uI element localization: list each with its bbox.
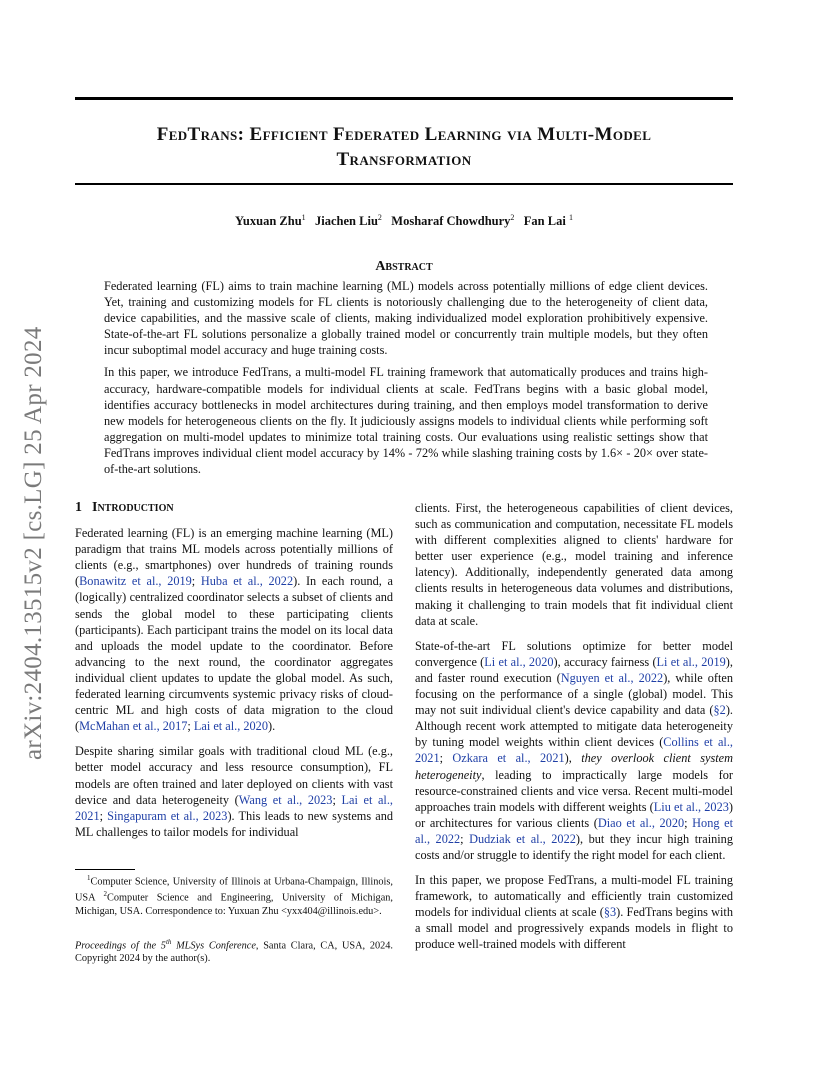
author-name: Jiachen Liu <box>315 214 378 229</box>
text: Despite sharing similar goals with traditional cloud ML (e.g., better model accuracy and less resource consumption), FL models are often trained and later deployed on clients with vast device and data heterogeneity ( <box>75 744 393 807</box>
citation-link[interactable]: Liu et al., 2023 <box>653 799 729 814</box>
text: Computer Science, University of Illinois at Urbana-Champaign, Illinois, USA <box>75 876 393 904</box>
text: MLSys Conference <box>171 940 256 952</box>
text: ) or architectures for various clients ( <box>415 799 733 830</box>
text: ). In each round, a (logically) centralized coordinator selects a subset of clients and sends the global model to these participating clients (participants). Each participant trains the model on its local data and uploads the model update to the coordinator. Before advancing to the next round, the coordinator aggregates individual client updates to update the global model. As such, federated learning circumvents systemic privacy risks of cloud-centric ML and high costs of data migration to the cloud ( <box>75 574 393 734</box>
paragraph: clients. First, the heterogeneous capabilities of client devices, such as communication and computation, necessitate FL models with different complexities aligned to clients' hardware for better user experience (e.g., model training and inference latency). Additionally, independently generated data among clients results in heterogeneous data volumes and distributions, making it challenging to train models that fit individual client data at scale. <box>415 501 733 628</box>
text: ), but they incur high training costs and/or struggle to identify the right model for each client. <box>415 831 733 862</box>
text: ), accuracy fairness ( <box>553 654 657 669</box>
footnote-rule <box>75 869 135 870</box>
text: ; <box>99 808 108 823</box>
citation-link[interactable]: Hong et al., 2022 <box>415 815 733 846</box>
text: th <box>165 938 172 946</box>
title-line-1: FedTrans: Efficient Federated Learning via Multi-Model <box>156 124 652 145</box>
citation-link[interactable]: Huba et al., 2022 <box>200 574 294 589</box>
text: ; <box>439 751 453 766</box>
section-heading <box>75 500 393 516</box>
paragraph <box>415 872 733 952</box>
paper-title <box>75 122 733 172</box>
text: ; <box>332 792 342 807</box>
section-ref-link[interactable]: §3 <box>603 905 617 920</box>
text: ). This leads to new systems and ML challenges to tailor models for individual <box>75 808 393 839</box>
section-title: Introduction <box>92 500 174 515</box>
text: ). <box>267 719 276 734</box>
abstract-heading: Abstract <box>375 259 433 274</box>
footnote-mark: 2 <box>103 890 108 899</box>
citation-link[interactable]: Diao et al., 2020 <box>597 815 685 830</box>
citation-link[interactable]: Lai et al., 2020 <box>193 719 268 734</box>
author-name: Mosharaf Chowdhury <box>391 214 511 229</box>
author-affiliation: 2 <box>377 213 382 222</box>
text: ; <box>187 719 194 734</box>
author-list <box>75 213 733 229</box>
abstract-paragraph: In this paper, we introduce FedTrans, a multi-model FL training framework that automatically produces and trains high-accuracy, hardware-compatible models for individual clients at scale. FedTrans begins with a basic global model, identifies accuracy bottlenecks in model architectures during training, and then employs model transformation to derive new models for heterogeneous clients on the fly. It judiciously assigns models to individual clients while performing soft aggregation on multi-model updates to minimize total training costs. Our evaluations using realistic settings show that FedTrans improves individual client model accuracy by 14% - 72% while slashing training costs by 1.6× - 20× over state-of-the-art solutions. <box>104 365 708 477</box>
citation-link[interactable]: McMahan et al., 2017 <box>79 719 188 734</box>
abstract-paragraph: Federated learning (FL) aims to train machine learning (ML) models across potentially millions of edge client devices. Yet, training and customizing models for FL clients is notoriously challenging due to the heterogeneity of client data, device capabilities, and the massive scale of clients, making individualized model exploration prohibitively expensive. State-of-the-art FL solutions personalize a globally trained model or concurrently train multiple models, but they often incur suboptimal model accuracy and huge training costs. <box>104 279 708 358</box>
emphasis: they overlook client system heterogeneity <box>415 751 734 782</box>
footnote-mark: 1 <box>87 874 91 882</box>
arxiv-stamp: arXiv:2404.13515v2 [cs.LG] 25 Apr 2024 <box>20 326 47 760</box>
text: In this paper, we propose FedTrans, a multi-model FL training framework, to automatically and efficiently train customized models for individual clients at scale ( <box>415 873 733 920</box>
paragraph <box>415 638 733 863</box>
text: ; <box>684 815 693 830</box>
text: ). FedTrans begins with a small model and progressively expands models in flight to produce well-trained models with different <box>415 905 733 952</box>
author-affiliation: 1 <box>301 213 306 222</box>
text: , Santa Clara, CA, USA, 2024. Copyright 2024 by the author(s). <box>75 940 393 965</box>
citation-link[interactable]: Collins et al., 2021 <box>415 735 733 766</box>
author-affiliation: 1 <box>568 213 573 222</box>
text: ; <box>191 574 201 589</box>
text: ), and faster round execution ( <box>415 654 733 685</box>
right-column <box>415 500 733 962</box>
paragraph <box>75 743 393 840</box>
section-ref-link[interactable]: §2 <box>713 703 726 718</box>
proceedings-note <box>75 936 393 965</box>
citation-link[interactable]: Li et al., 2020 <box>484 654 554 669</box>
citation-link[interactable]: Lai et al., 2021 <box>75 792 393 823</box>
paragraph <box>75 525 393 734</box>
text: ; <box>460 831 470 846</box>
citation-link[interactable]: Li et al., 2019 <box>656 654 726 669</box>
title-line-2: Transformation <box>336 149 472 170</box>
author-affiliation: 2 <box>510 213 515 222</box>
text: , leading to impractically large models for resource-constrained clients and vice versa. Recent multi-model approaches train models with different weights ( <box>415 767 733 814</box>
citation-link[interactable]: Nguyen et al., 2022 <box>560 670 664 685</box>
text: ). Although recent work attempted to mitigate data heterogeneity by tuning model weights within client devices ( <box>415 703 733 750</box>
author-name: Yuxuan Zhu <box>235 214 302 229</box>
citation-link[interactable]: Bonawitz et al., 2019 <box>79 574 192 589</box>
section-number: 1 <box>75 500 82 515</box>
text: ), while often focusing on the performance of a single (global) model. This may not suit individual client's device capability and data ( <box>415 670 733 718</box>
citation-link[interactable]: Dudziak et al., 2022 <box>469 831 576 846</box>
citation-link[interactable]: Wang et al., 2023 <box>238 792 333 807</box>
author-name: Fan Lai <box>523 214 566 229</box>
text: ), <box>564 751 582 766</box>
left-column <box>75 500 393 849</box>
top-rule <box>75 97 733 100</box>
footnote-affiliations <box>75 872 393 918</box>
text: Proceedings of the 5 <box>75 940 166 952</box>
text: Federated learning (FL) is an emerging machine learning (ML) paradigm that trains ML models across potentially millions of clients (e.g., smartphones) over hundreds of training rounds ( <box>75 526 393 589</box>
citation-link[interactable]: Ozkara et al., 2021 <box>452 751 565 766</box>
text: Computer Science and Engineering, University of Michigan, Michigan, USA. Correspondence to: Yuxuan Zhu <yxx404@illinois.edu>. <box>75 892 394 917</box>
abstract-body <box>104 278 708 483</box>
title-bottom-rule <box>75 183 733 185</box>
text: State-of-the-art FL solutions optimize for better model convergence ( <box>415 638 733 669</box>
citation-link[interactable]: Singapuram et al., 2023 <box>107 808 228 823</box>
